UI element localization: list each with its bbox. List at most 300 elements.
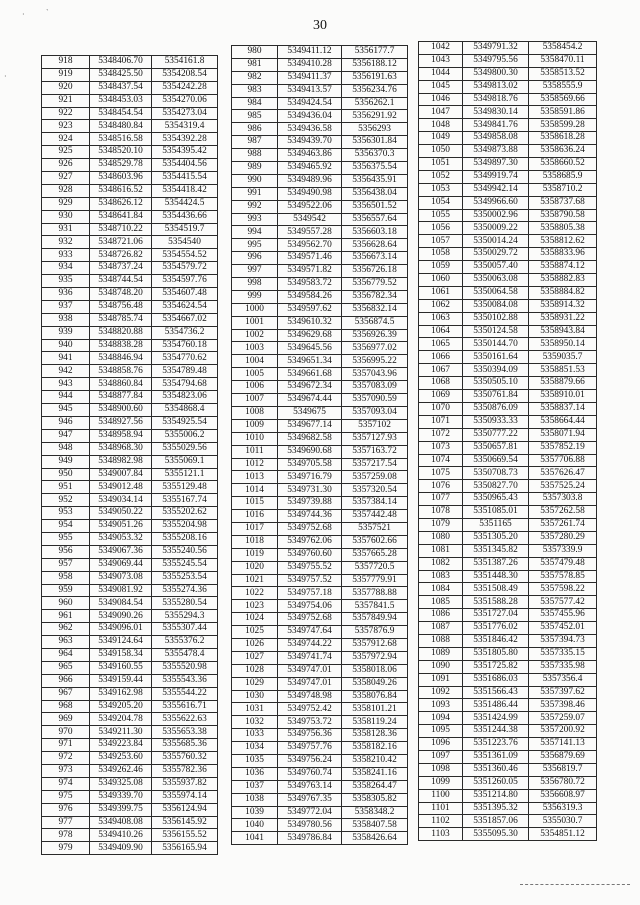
table-row [42, 507, 218, 520]
y-coordinate: 5357280.29 [529, 531, 597, 544]
point-number: 923 [42, 120, 90, 133]
table-row [42, 416, 218, 429]
point-number: 946 [42, 416, 90, 429]
y-coordinate: 5356177.7 [342, 46, 408, 59]
y-coordinate: 5355520.98 [152, 661, 218, 674]
table-row [419, 54, 597, 67]
x-coordinate: 5351214.80 [463, 789, 529, 802]
table-row [42, 648, 218, 661]
table-row [232, 71, 408, 84]
y-coordinate: 5356501.52 [342, 200, 408, 213]
point-number: 996 [232, 252, 278, 265]
table-row [42, 610, 218, 623]
point-number: 945 [42, 404, 90, 417]
point-number: 955 [42, 532, 90, 545]
table-row [232, 819, 408, 832]
table-row [232, 535, 408, 548]
point-number: 999 [232, 290, 278, 303]
y-coordinate: 5358914.32 [529, 299, 597, 312]
point-number: 1025 [232, 626, 278, 639]
y-coordinate: 5354925.54 [152, 416, 218, 429]
y-coordinate: 5354208.54 [152, 68, 218, 81]
y-coordinate: 5355760.32 [152, 752, 218, 765]
y-coordinate: 5358685.9 [529, 170, 597, 183]
x-coordinate: 5350777.22 [463, 428, 529, 441]
table-row [232, 46, 408, 59]
table-row [232, 290, 408, 303]
x-coordinate: 5349690.68 [278, 445, 342, 458]
y-coordinate: 5356191.63 [342, 71, 408, 84]
table-row [232, 419, 408, 432]
table-row [232, 729, 408, 742]
x-coordinate: 5349084.54 [90, 597, 152, 610]
point-number: 1095 [419, 725, 463, 738]
table-row [419, 557, 597, 570]
x-coordinate: 5351805.80 [463, 647, 529, 660]
y-coordinate: 5355543.36 [152, 674, 218, 687]
point-number: 941 [42, 352, 90, 365]
coordinates-table-1 [41, 55, 218, 855]
x-coordinate: 5351345.82 [463, 544, 529, 557]
table-row [232, 406, 408, 419]
point-number: 1074 [419, 454, 463, 467]
table-row [42, 326, 218, 339]
table-row [42, 429, 218, 442]
table-row [419, 454, 597, 467]
x-coordinate: 5349050.22 [90, 507, 152, 520]
table-row [419, 802, 597, 815]
point-number: 952 [42, 494, 90, 507]
point-number: 949 [42, 455, 90, 468]
y-coordinate: 5356628.64 [342, 239, 408, 252]
y-coordinate: 5354540 [152, 236, 218, 249]
x-coordinate: 5348721.06 [90, 236, 152, 249]
point-number: 1046 [419, 93, 463, 106]
point-number: 959 [42, 584, 90, 597]
x-coordinate: 5348406.70 [90, 56, 152, 69]
x-coordinate: 5349858.08 [463, 132, 529, 145]
x-coordinate: 5349942.14 [463, 183, 529, 196]
y-coordinate: 5357479.48 [529, 557, 597, 570]
point-number: 1083 [419, 570, 463, 583]
x-coordinate: 5348425.50 [90, 68, 152, 81]
x-coordinate: 5349966.60 [463, 196, 529, 209]
y-coordinate: 5357259.07 [529, 712, 597, 725]
y-coordinate: 5357261.74 [529, 518, 597, 531]
x-coordinate: 5349436.04 [278, 110, 342, 123]
table-row [42, 133, 218, 146]
y-coordinate: 5357665.28 [342, 548, 408, 561]
x-coordinate: 5350057.40 [463, 261, 529, 274]
y-coordinate: 5355204.98 [152, 520, 218, 533]
point-number: 950 [42, 468, 90, 481]
x-coordinate: 5349051.26 [90, 520, 152, 533]
x-coordinate: 5351448.30 [463, 570, 529, 583]
x-coordinate: 5349752.42 [278, 703, 342, 716]
x-coordinate: 5349795.56 [463, 54, 529, 67]
point-number: 1047 [419, 106, 463, 119]
x-coordinate: 5349747.01 [278, 664, 342, 677]
x-coordinate: 5351395.32 [463, 802, 529, 815]
table-row [232, 136, 408, 149]
y-coordinate: 5355240.56 [152, 545, 218, 558]
table-row [232, 316, 408, 329]
y-coordinate: 5354415.54 [152, 172, 218, 185]
y-coordinate: 5357788.88 [342, 587, 408, 600]
x-coordinate: 5349571.82 [278, 265, 342, 278]
y-coordinate: 5358210.42 [342, 754, 408, 767]
point-number: 933 [42, 249, 90, 262]
x-coordinate: 5349748.98 [278, 690, 342, 703]
table-row [42, 159, 218, 172]
table-row [419, 609, 597, 622]
point-number: 1082 [419, 557, 463, 570]
point-number: 1088 [419, 634, 463, 647]
x-coordinate: 5351776.02 [463, 622, 529, 635]
x-coordinate: 5349763.14 [278, 780, 342, 793]
x-coordinate: 5349830.14 [463, 106, 529, 119]
point-number: 967 [42, 687, 90, 700]
point-number: 991 [232, 187, 278, 200]
x-coordinate: 5350657.81 [463, 441, 529, 454]
y-coordinate: 5357442.48 [342, 510, 408, 523]
point-number: 1041 [232, 832, 278, 845]
point-number: 1049 [419, 132, 463, 145]
x-coordinate: 5349205.20 [90, 700, 152, 713]
y-coordinate: 5356155.52 [152, 829, 218, 842]
x-coordinate: 5348877.84 [90, 391, 152, 404]
x-coordinate: 5349424.54 [278, 97, 342, 110]
point-number: 1001 [232, 316, 278, 329]
point-number: 1071 [419, 415, 463, 428]
y-coordinate: 5354789.48 [152, 365, 218, 378]
x-coordinate: 5351260.05 [463, 776, 529, 789]
y-coordinate: 5354760.18 [152, 339, 218, 352]
x-coordinate: 5349756.36 [278, 729, 342, 742]
x-coordinate: 5348858.76 [90, 365, 152, 378]
point-number: 937 [42, 300, 90, 313]
y-coordinate: 5358119.24 [342, 716, 408, 729]
table-row [42, 597, 218, 610]
x-coordinate: 5351588.28 [463, 596, 529, 609]
point-number: 1063 [419, 312, 463, 325]
x-coordinate: 5348838.28 [90, 339, 152, 352]
y-coordinate: 5357200.92 [529, 725, 597, 738]
x-coordinate: 5348529.78 [90, 159, 152, 172]
y-coordinate: 5354851.12 [529, 828, 597, 841]
table-row [419, 815, 597, 828]
y-coordinate: 5358812.62 [529, 235, 597, 248]
point-number: 1043 [419, 54, 463, 67]
x-coordinate: 5351857.06 [463, 815, 529, 828]
y-coordinate: 5356977.02 [342, 342, 408, 355]
y-coordinate: 5358660.52 [529, 158, 597, 171]
point-number: 1030 [232, 690, 278, 703]
point-number: 1048 [419, 119, 463, 132]
x-coordinate: 5349716.79 [278, 471, 342, 484]
table-row [42, 829, 218, 842]
point-number: 984 [232, 97, 278, 110]
point-number: 1032 [232, 716, 278, 729]
point-number: 932 [42, 236, 90, 249]
y-coordinate: 5357043.96 [342, 368, 408, 381]
point-number: 926 [42, 159, 90, 172]
table-row [232, 303, 408, 316]
point-number: 1045 [419, 80, 463, 93]
point-number: 985 [232, 110, 278, 123]
y-coordinate: 5358470.11 [529, 54, 597, 67]
y-coordinate: 5358182.16 [342, 742, 408, 755]
x-coordinate: 5351846.42 [463, 634, 529, 647]
point-number: 982 [232, 71, 278, 84]
y-coordinate: 5358851.53 [529, 364, 597, 377]
table-row [419, 725, 597, 738]
point-number: 1005 [232, 368, 278, 381]
table-row [42, 623, 218, 636]
point-number: 988 [232, 149, 278, 162]
x-coordinate: 5349739.88 [278, 497, 342, 510]
table-row [42, 571, 218, 584]
table-row [419, 647, 597, 660]
y-coordinate: 5354597.76 [152, 275, 218, 288]
x-coordinate: 5351387.26 [463, 557, 529, 570]
y-coordinate: 5357384.14 [342, 497, 408, 510]
table-row [419, 119, 597, 132]
table-row [232, 484, 408, 497]
x-coordinate: 5349786.84 [278, 832, 342, 845]
point-number: 940 [42, 339, 90, 352]
point-number: 1039 [232, 806, 278, 819]
table-row [419, 673, 597, 686]
table-row [232, 497, 408, 510]
y-coordinate: 5356375.54 [342, 162, 408, 175]
x-coordinate: 5348516.58 [90, 133, 152, 146]
x-coordinate: 5350876.09 [463, 402, 529, 415]
x-coordinate: 5348603.96 [90, 172, 152, 185]
x-coordinate: 5349325.08 [90, 777, 152, 790]
table-row [232, 510, 408, 523]
y-coordinate: 5355782.36 [152, 764, 218, 777]
point-number: 1093 [419, 699, 463, 712]
point-number: 1016 [232, 510, 278, 523]
y-coordinate: 5359035.7 [529, 351, 597, 364]
x-coordinate: 5348756.48 [90, 300, 152, 313]
table-row [232, 200, 408, 213]
y-coordinate: 5354770.62 [152, 352, 218, 365]
point-number: 956 [42, 545, 90, 558]
point-number: 1023 [232, 600, 278, 613]
table-row [419, 274, 597, 287]
y-coordinate: 5355274.36 [152, 584, 218, 597]
y-coordinate: 5355937.82 [152, 777, 218, 790]
table-row [232, 832, 408, 845]
x-coordinate: 5349747.64 [278, 626, 342, 639]
y-coordinate: 5356124.94 [152, 803, 218, 816]
table-row [232, 742, 408, 755]
y-coordinate: 5355006.2 [152, 429, 218, 442]
table-row [419, 763, 597, 776]
table-row [42, 442, 218, 455]
x-coordinate: 5348968.30 [90, 442, 152, 455]
table-row [419, 42, 597, 55]
x-coordinate: 5348520.10 [90, 146, 152, 159]
point-number: 1051 [419, 158, 463, 171]
y-coordinate: 5357849.94 [342, 613, 408, 626]
x-coordinate: 5349408.08 [90, 816, 152, 829]
table-row [232, 97, 408, 110]
y-coordinate: 5357083.09 [342, 381, 408, 394]
table-row [419, 738, 597, 751]
table-row [419, 67, 597, 80]
scan-speck: ˋ [46, 8, 49, 17]
x-coordinate: 5349413.57 [278, 84, 342, 97]
y-coordinate: 5357578.85 [529, 570, 597, 583]
x-coordinate: 5349069.44 [90, 558, 152, 571]
point-number: 919 [42, 68, 90, 81]
coordinates-table-3 [418, 41, 597, 841]
table-row [42, 726, 218, 739]
x-coordinate: 5351486.44 [463, 699, 529, 712]
y-coordinate: 5354823.06 [152, 391, 218, 404]
x-coordinate: 5349463.86 [278, 149, 342, 162]
table-row [232, 613, 408, 626]
x-coordinate: 5349682.58 [278, 432, 342, 445]
x-coordinate: 5349410.26 [90, 829, 152, 842]
table-row [232, 174, 408, 187]
point-number: 1073 [419, 441, 463, 454]
table-row [419, 493, 597, 506]
x-coordinate: 5349411.37 [278, 71, 342, 84]
y-coordinate: 5356262.1 [342, 97, 408, 110]
table-row [419, 299, 597, 312]
x-coordinate: 5348454.54 [90, 107, 152, 120]
x-coordinate: 5348900.60 [90, 404, 152, 417]
table-row [232, 716, 408, 729]
table-row [419, 480, 597, 493]
table-row [42, 236, 218, 249]
x-coordinate: 5348860.84 [90, 378, 152, 391]
point-number: 921 [42, 94, 90, 107]
y-coordinate: 5354736.2 [152, 326, 218, 339]
table-row [42, 777, 218, 790]
y-coordinate: 5356234.76 [342, 84, 408, 97]
y-coordinate: 5357335.15 [529, 647, 597, 660]
point-number: 1029 [232, 677, 278, 690]
table-row [42, 520, 218, 533]
x-coordinate: 5351727.04 [463, 609, 529, 622]
point-number: 927 [42, 172, 90, 185]
x-coordinate: 5351424.99 [463, 712, 529, 725]
x-coordinate: 5349757.76 [278, 742, 342, 755]
x-coordinate: 5349772.04 [278, 806, 342, 819]
table-row [42, 494, 218, 507]
table-row [232, 394, 408, 407]
y-coordinate: 5358837.14 [529, 402, 597, 415]
table-row [419, 248, 597, 261]
y-coordinate: 5356165.94 [152, 842, 218, 855]
table-row [42, 674, 218, 687]
y-coordinate: 5356603.18 [342, 226, 408, 239]
y-coordinate: 5358882.83 [529, 274, 597, 287]
y-coordinate: 5355685.36 [152, 739, 218, 752]
y-coordinate: 5356291.92 [342, 110, 408, 123]
x-coordinate: 5349339.70 [90, 790, 152, 803]
point-number: 1081 [419, 544, 463, 557]
point-number: 972 [42, 752, 90, 765]
x-coordinate: 5349053.32 [90, 532, 152, 545]
point-number: 925 [42, 146, 90, 159]
y-coordinate: 5357090.59 [342, 394, 408, 407]
point-number: 989 [232, 162, 278, 175]
point-number: 1080 [419, 531, 463, 544]
table-row [42, 661, 218, 674]
x-coordinate: 5349791.32 [463, 42, 529, 55]
y-coordinate: 5355029.56 [152, 442, 218, 455]
table-row [42, 764, 218, 777]
table-row [42, 803, 218, 816]
y-coordinate: 5356995.22 [342, 355, 408, 368]
x-coordinate: 5349223.84 [90, 739, 152, 752]
point-number: 918 [42, 56, 90, 69]
table-row [419, 170, 597, 183]
point-number: 962 [42, 623, 90, 636]
y-coordinate: 5358128.36 [342, 729, 408, 742]
x-coordinate: 5349741.74 [278, 651, 342, 664]
scan-speck: · [22, 10, 25, 19]
x-coordinate: 5349651.34 [278, 355, 342, 368]
x-coordinate: 5349752.68 [278, 522, 342, 535]
y-coordinate: 5357521 [342, 522, 408, 535]
y-coordinate: 5358879.66 [529, 377, 597, 390]
x-coordinate: 5350063.08 [463, 274, 529, 287]
point-number: 1091 [419, 673, 463, 686]
y-coordinate: 5358664.44 [529, 415, 597, 428]
y-coordinate: 5354161.8 [152, 56, 218, 69]
y-coordinate: 5358833.96 [529, 248, 597, 261]
y-coordinate: 5355616.71 [152, 700, 218, 713]
point-number: 957 [42, 558, 90, 571]
y-coordinate: 5355280.54 [152, 597, 218, 610]
point-number: 951 [42, 481, 90, 494]
point-number: 939 [42, 326, 90, 339]
y-coordinate: 5358805.38 [529, 222, 597, 235]
point-number: 1004 [232, 355, 278, 368]
y-coordinate: 5354794.68 [152, 378, 218, 391]
y-coordinate: 5355622.63 [152, 713, 218, 726]
table-row [232, 381, 408, 394]
y-coordinate: 5354395.42 [152, 146, 218, 159]
y-coordinate: 5354607.48 [152, 288, 218, 301]
table-row [419, 712, 597, 725]
point-number: 980 [232, 46, 278, 59]
x-coordinate: 5349731.30 [278, 484, 342, 497]
table-row [42, 197, 218, 210]
x-coordinate: 5349584.26 [278, 290, 342, 303]
point-number: 1101 [419, 802, 463, 815]
table-row [419, 338, 597, 351]
point-number: 976 [42, 803, 90, 816]
y-coordinate: 5357397.62 [529, 686, 597, 699]
table-row [232, 806, 408, 819]
point-number: 1067 [419, 364, 463, 377]
table-row [42, 107, 218, 120]
point-number: 1068 [419, 377, 463, 390]
point-number: 947 [42, 429, 90, 442]
point-number: 998 [232, 278, 278, 291]
point-number: 1056 [419, 222, 463, 235]
x-coordinate: 5349262.46 [90, 764, 152, 777]
table-row [419, 196, 597, 209]
